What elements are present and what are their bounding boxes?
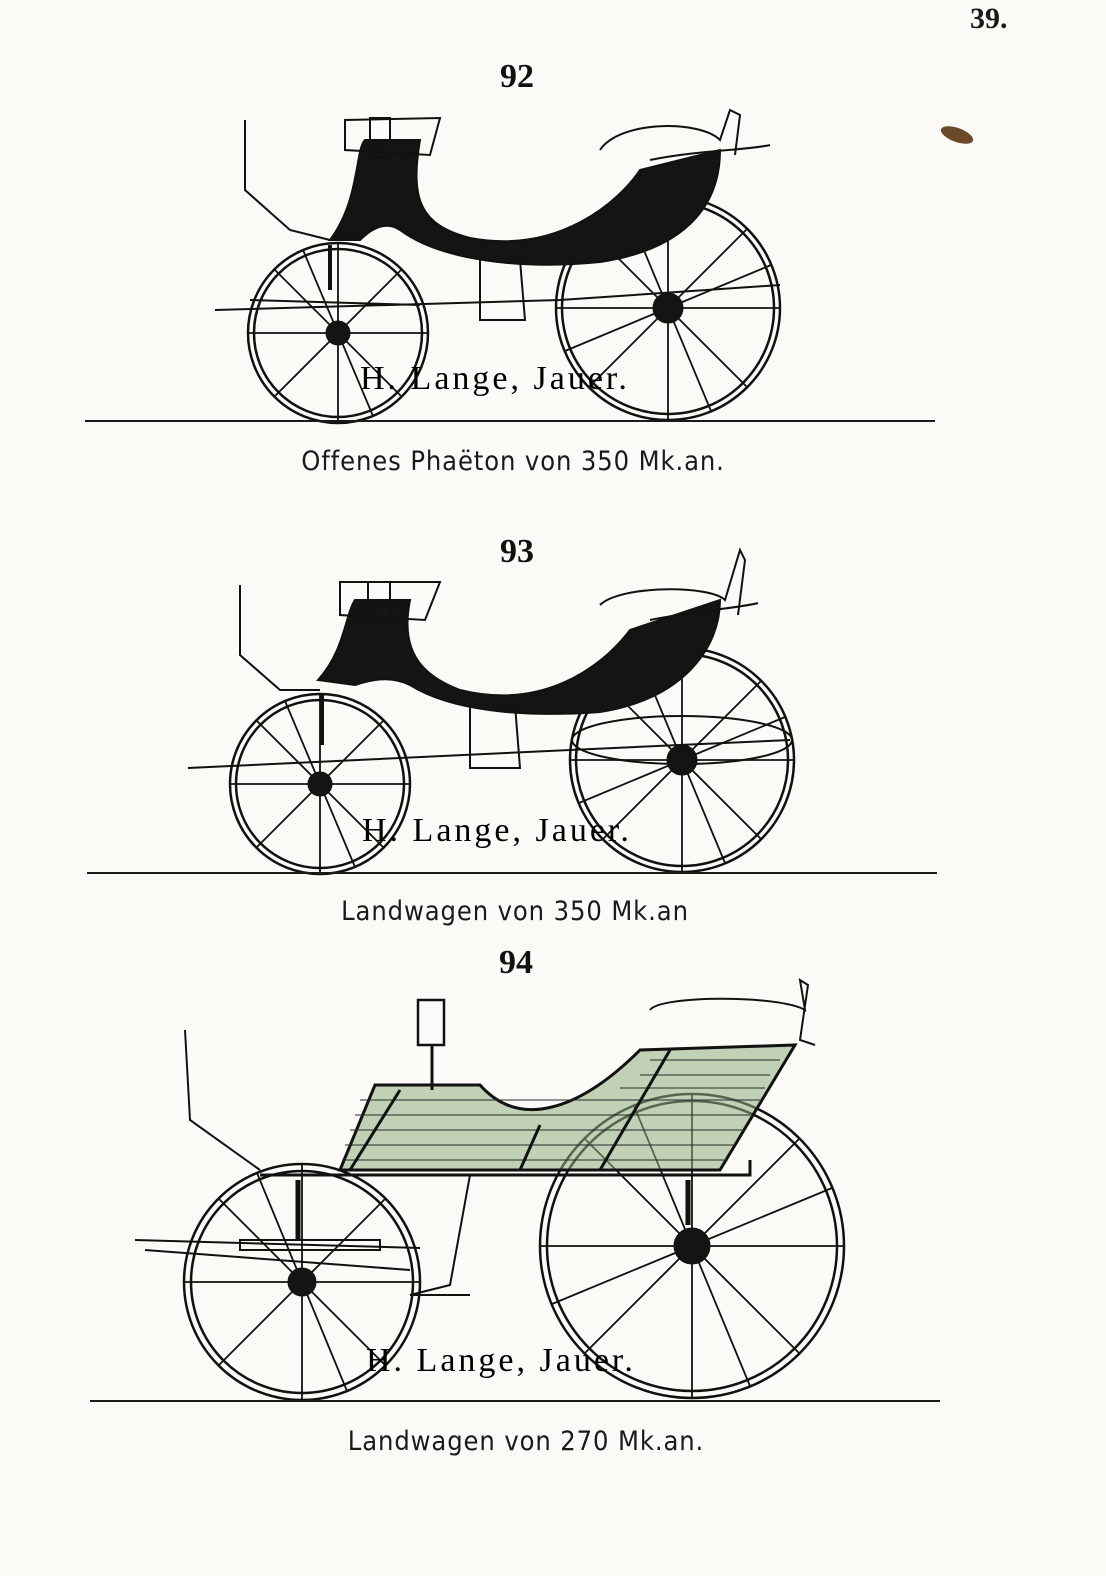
- caption-94: Landwagen von 270 Mk.an.: [347, 1426, 705, 1457]
- plate-number-94: 94: [499, 944, 533, 981]
- maker-mark-94: H. Lange, Jauer.: [366, 1342, 636, 1379]
- caption-92: Offenes Phaëton von 350 Mk.an.: [301, 446, 725, 477]
- ground-line-93: [87, 872, 937, 874]
- ground-line-94: [90, 1400, 940, 1402]
- plate-number-92: 92: [500, 58, 534, 95]
- maker-mark-93: H. Lange, Jauer.: [362, 812, 632, 849]
- ground-line-92: [85, 420, 935, 422]
- page-number: 39.: [970, 2, 1008, 35]
- maker-mark-92: H. Lange, Jauer.: [360, 360, 630, 397]
- plate-number-93: 93: [500, 533, 534, 570]
- caption-93: Landwagen von 350 Mk.an: [341, 896, 689, 927]
